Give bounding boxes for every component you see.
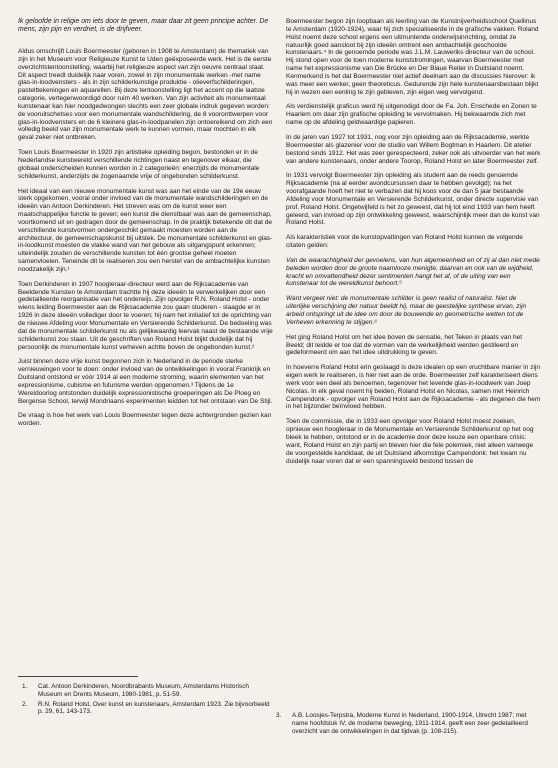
paragraph: Boermeester begon zijn loopbaan als leerling van de Kunstnijverheidsschool Quellinus te Amsterdam (1920-1924), waar hij zich specialiseerde in de grafische vakken. Roland Holst noemt deze school ergens een uitmuntende onderwijsinrichting, omdat ze natuurlijk goed aansloot bij zijn ideeën omtrent een ambachtelijk geschoolde kunstenaars.⁴ In de genoemde periode was J.L.M. Lauweriks directeur van de school. Hij stond open voor de toen moderne kunststromingen, waarvan Boermeester met name het expressionisme van Die Brücke en Der Blaue Reiter in Duitsland noemt. Kenmerkend is het dat Boermeester niet actief deelnam aan de discussies hierover: ik was meer een werker, geen theoreticus. Gedurende zijn hele kunstenaarsbestaan blijkt hij in wezen een eenling te zijn gebleven, zijn eigen weg vervolgend. bbox=[286, 18, 539, 96]
paragraph: Toen Derkinderen in 1907 hoogleraar-directeur werd aan de Rijksacademie van Beeldende Kunsten te Amsterdam trachtte hij deze ideeën te verwerkelijken door een gedetailleerde reorganisatie van het onderwijs. Zijn opvolger R.N. Roland Holst - onder wiens leiding Boermeester aan de Rijksacademie zou gaan studeren - slaagde er in 1926 in deze ideeën vollediger door te voeren; hij nam het initiatief tot de oprichting van de nieuwe Afdeling voor Monumentale en Versierende Schilderkunst. De bedoeling was dat de monumentale schilderkunst nu als gelijkwaardig leervak naast de bestaande vrije schilderkunst zou staan. Uit de geschriften van Roland Holst blijkt duidelijk dat hij persoonlijk de monumentale kunst verheven achtte boven de ongebonden kunst.² bbox=[18, 280, 273, 351]
paragraph: Aldus omschrijft Louis Boermeester (geboren in 1908 te Amsterdam) de thematiek van zijn in het Museum voor Religieuze Kunst te Uden geëxposeerde werk. Het is de eerste overzichtstentoonstelling, waarbij het religieuze aspect van zijn oeuvre centraal staat. Dit aspect treedt duidelijk naar voren, zowel in zijn monumentale werken -met name glas-in-loodvensters - als in zijn schilderkunstige produktie - olieverfschilderingen, pastelttekeningen en aquarellen. Bij deze tentoonstelling ligt het accent op die laatste categorie, vertegenwoordigd door ruim 40 werken. Van zijn activiteit als monumentaal kunstenaar kan hier noodgedwongen slechts een zeer globale indruk gegeven worden: de vooruitschetses voor een monumentale wandschildering, de 8 vooronttwerpen voor glas-in-loodvensters en de 6 kleinere glas-in-loodpanelen zijn ontoereikend om zich een volledig beeld van zijn monumentale werk te kunnen vormen, maar mochten in elk geval zeker niet ontbreken. bbox=[18, 48, 273, 142]
left-column bbox=[18, 48, 273, 435]
right-column bbox=[286, 18, 541, 472]
paragraph: Het ging Roland Holst om het idee boven de sensatie, het Teken in plaats van het Beeld; dit leidde er toe dat de vormen van de werkelijkheid werden gestileerd en gedeformeerd om aan het idee uitdrukking te geven. bbox=[286, 333, 523, 357]
paragraph: Juist binnen deze vrije kunst begonnen zich in Nederland in de periode sterke vernieuwingen voor te doen: onder invloed van de ontwikkelingen in vooral Frankrijk en Duitsland ontstond er vóór 1914 al een moderne stroming, waarin elementen van het expressionisme, cubisme en futurisme werden opgenomen.³ Tijdens de 1e Wereldoorlog ontstonden duidelijk expressionistische groeperingen als De Ploeg en Bergense School, terwijl Mondriaans experimenten leidden tot het ontstaan van De Stijl. bbox=[18, 358, 273, 405]
footnote-number: 3. bbox=[276, 712, 282, 719]
paragraph: In hoeverre Roland Holst erin geslaagd is deze idealen op een vruchtbare manier in zijn eigen werk te realiseren, is hier niet aan de orde. Boermeester zelf karakteriseert diens werk voor een deel als benoemen, tegenover het levende glas-in-loodwerk van Joep Nicolas. In elk geval noemt hij beiden, Roland Holst en Nicolas, samen met Heinrich Campendonk - opvolger van Roland Holst aan de Rijksacademie - als degenen die hem in het bijzonder beïnvloed hebben. bbox=[286, 364, 541, 411]
paragraph: Toen de commissie, die in 1933 een opvolger voor Roland Holst moest zoeken, opnieuw een hoogleraar in de Monumentale en Versierende Schilderkunst op het oog bleek te hebben, ontstond er in de academie door deze keuze een openbare crisis: want, Roland Holst en zijn partij en bleven hier die fele polemiek, niet alleen vanwege de voorgestelde kandidaat, de uit Duitsland afkomstige Campendonk: het kwam nu duidelijk naar voren dat er een spanningsveld bestond tussen de bbox=[286, 418, 534, 465]
footnote-text: Cat. Antoon Derkinderen, Noordbrabants Museum, Amsterdams Historisch Museum en Drents Museum, 1980-1981, p. 51-59. bbox=[38, 683, 249, 698]
footnotes-left bbox=[22, 683, 272, 718]
block-quote: Van de waarachtigheid der gevoelens, van hun algemeenheid en of zij al dan niet mede beleden worden door de groote naamlooze menigte, daarvan en ook van de wijdheid, kracht en omvattendheid dezer sentimenten hangt het af, of de uiting van een kunstenaar tot de wereldkunst behoort.⁵ bbox=[286, 256, 540, 288]
footnote-text: A.B. Loosjes-Terpstra, Moderne Kunst in Nederland, 1900-1914, Utrecht 1987; met name hoofdstuk IV, de moderne beweging, 1911-1914, geeft een zeer gedetailleerd overzicht van de ontwikkelingen in dat tijdvak (p. 108-215). bbox=[292, 712, 528, 735]
footnotes-right bbox=[276, 712, 538, 737]
paragraph: Als verdienstelijk graficus werd hij uitgenodigd door de Fa. Joh. Enschede en Zonen te Haarlem om daar zijn grafische opleiding te vervolmaken. Hij bekwaamde zich met name op de afdeling geldwaardige papieren. bbox=[286, 103, 537, 127]
paragraph: In de jaren van 1927 tot 1931, nog voor zijn opleiding aan de Rijksacademie, werkte Boermeester als glazenier voor de studio van Willem Bogtman in Haarlem. Dit atelier bestond sinds 1912. Het was zeer gerespecteerd, zeker ook als uitvoerder van het werk van andere kunstenaars, onder andere Toorop, Roland Holst en later Boermeester zelf. bbox=[286, 133, 541, 165]
paragraph: De vraag is hoe het werk van Louis Boermeester tegen deze achtergronden gezien kan worden. bbox=[18, 412, 272, 428]
footnote-number: 2. bbox=[22, 700, 28, 708]
footnote bbox=[22, 701, 272, 717]
paragraph: Het ideaal van een nieuwe monumentale kunst was aan het einde van de 19e eeuw sterk opgekomen, vooral onder invloed van de monumentale wandschilderingen en de ideeën van Antoon Derkinderen. Het streven was om de kunst weer een maatschappelijke functie te geven; een kunst die dienstbaar was aan de gemeenschap, voortkomend uit en gedragen door de gemeenschap. In de praktijk betekende dit dat de verschillende kunstvormen ondergeschikt gemaakt moesten worden aan de architectuur, de gemeenschapskunst bij uitstek. De monumentale schilderkunst en glas-in-loodkunst moesten de vlakke wand van het gebouw als uitgangspunt erkennen; uiteindelijk zouden de verschillende kunsten tot één grootse geheel moeten samenvloeien. Teneinde dit te realiseren zou een herstel van de ambachtelijke kunsten noodzakelijk zijn.¹ bbox=[18, 187, 273, 273]
footnote-divider-left bbox=[18, 676, 138, 677]
paragraph: Als karakteristiek voor de kunstopvattingen van Roland Holst kunnen de volgende citaten gelden: bbox=[286, 234, 523, 250]
intro-quote: Ik geloofde in religie om iets door te geven, maar daar zit geen principe achter. De mens, zijn pijn en verdriet, is de drijfveer. bbox=[18, 18, 269, 34]
paragraph: In 1931 vervolgt Boermeester zijn opleiding als student aan de reeds genoemde Rijksacademie (na al eerder avondcursussen daar te hebben gevolgd); na het voorafgaande hoeft het niet te verbazen dat hij koos voor de dan 5 jaar bestaande Afdeling voor Monumentale en Versierende Schilderkunst, onder directe supervisie van prof. Roland Holst. Ongetwijfeld is het zo geweest, dat hij tot eind 1933 van hem heeft geleerd, van invloed op zijn ontwikkeling geweest, waarschijnlijk meer dan de kunst van Roland Holst. bbox=[286, 172, 540, 227]
paragraph: Toen Louis Boermeester in 1920 zijn artistieke opleiding begon, bestonden er in de Nederlandse kunstwereld verschillende richtingen naast en tegenover elkaar, die globaal onderscheiden kunnen worden in 2 categorieën: enerzijds de monumentale schilderkunst, anderzijds de zogenaamde vrije of ongebonden schilderkunst. bbox=[18, 149, 260, 180]
block-quote: Want vergeet niet: de monumentale schilder is geen realist of naturalist. Niet de uiterlijke verschijning der natuur beeldt hij, maar de geestelijke synthese ervan, zijn arbeid ontspringt uit de idee om door de bouwende en geometrische wetten tot de Verheven erkenning te stijgen.⁶ bbox=[286, 295, 527, 326]
footnote bbox=[276, 712, 538, 735]
footnote-text: R.N. Roland Holst, Over kunst en kunstenaars, Amsterdam 1923. Zie bijvoorbeeld p. 29, 61, 143-173. bbox=[38, 700, 270, 716]
footnote-number: 1. bbox=[22, 683, 28, 690]
footnote bbox=[22, 683, 272, 699]
